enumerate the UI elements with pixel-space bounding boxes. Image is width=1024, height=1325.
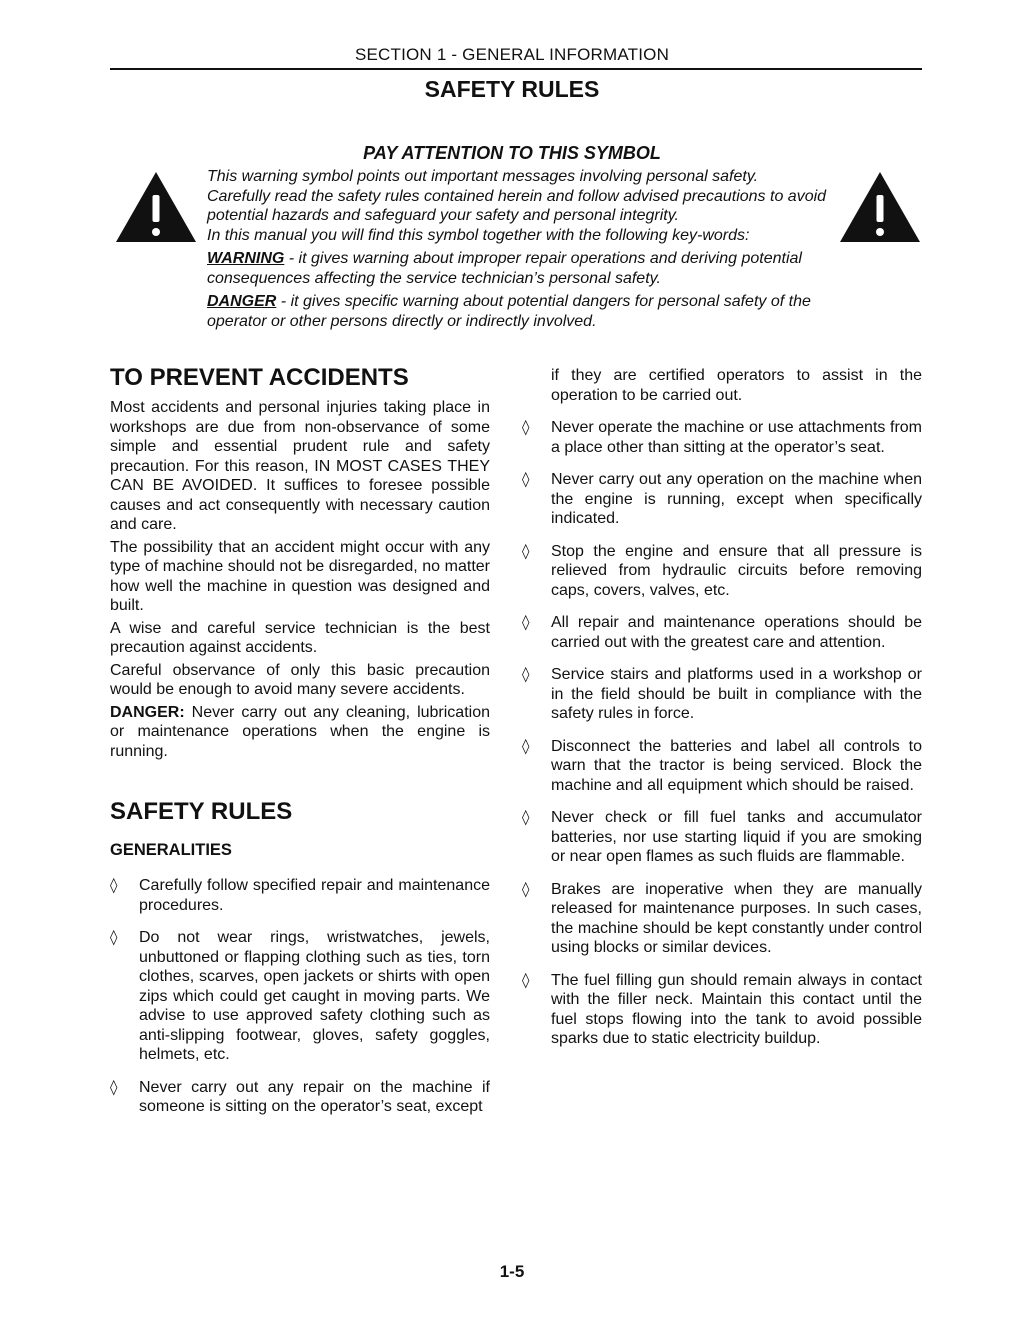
page-title: SAFETY RULES [424, 76, 600, 102]
diamond-bullet-icon: ◊ [522, 970, 530, 989]
diamond-bullet-icon: ◊ [110, 928, 118, 946]
symbol-notice-line: Carefully read the safety rules contained herein and follow advised precautions to avoid potential hazards and safeguard your safety and personal integrity. [207, 187, 827, 224]
bullet-list [522, 366, 922, 1049]
list-item: ◊ Stop the engine and ensure that all pressure is relieved from hydraulic circuits before removing caps, covers, valves, etc. [522, 541, 922, 599]
warning-triangle-icon [838, 170, 922, 244]
right-column [522, 366, 922, 1062]
list-item: ◊ Never carry out any operation on the machine when the engine is running, except when specifically indicated. [522, 470, 922, 527]
list-item: ◊ Carefully follow specified repair and maintenance procedures. [110, 876, 490, 914]
diamond-bullet-icon: ◊ [110, 876, 118, 894]
page-number: 1-5 [499, 1262, 525, 1281]
list-item [522, 366, 922, 405]
warning-triangle-icon [114, 170, 198, 244]
list-item: ◊ Never carry out any repair on the machine if someone is sitting on the operator’s seat, except [110, 1077, 490, 1115]
list-item: ◊ The fuel filling gun should remain always in contact with the filler neck. Maintain this contact until the fuel stops flowing into the tank to avoid possible sparks due to static electricity buildup. [522, 970, 922, 1047]
list-item: ◊ Disconnect the batteries and label all controls to warn that the tractor is being serviced. Block the machine and all equipment which should be raised. [522, 736, 922, 794]
warning-keyword: WARNING [207, 250, 285, 267]
safety-rules-section [110, 798, 490, 1130]
list-item: ◊ Service stairs and platforms used in a workshop or in the field should be built in compliance with the safety rules in force. [522, 665, 922, 722]
continued-text: if they are certified operators to assist in the operation to be carried out. [551, 367, 922, 404]
diamond-bullet-icon: ◊ [522, 470, 530, 488]
bullet-list [110, 876, 490, 1117]
danger-text: - it gives specific warning about potential dangers for personal safety of the operator or other persons directly or indirectly involved. [207, 293, 811, 330]
diamond-bullet-icon: ◊ [522, 613, 530, 631]
paragraph: A wise and careful service technician is the best precaution against accidents. [110, 619, 490, 656]
prevent-accidents-heading: TO PREVENT ACCIDENTS [110, 364, 409, 391]
section-header: SECTION 1 - GENERAL INFORMATION [354, 45, 670, 64]
symbol-notice-line: This warning symbol points out important messages involving personal safety. [207, 168, 759, 185]
list-item: ◊ Never check or fill fuel tanks and accumulator batteries, nor use starting liquid if you are smoking or near open flames as such fluids are flammable. [522, 808, 922, 865]
generalities-heading: GENERALITIES [110, 841, 232, 859]
symbol-notice-line: In this manual you will find this symbol together with the following key-words: [207, 226, 750, 244]
danger-keyword: DANGER [207, 293, 277, 310]
list-item: ◊ Brakes are inoperative when they are manually released for maintenance purposes. In such cases, the machine should be kept constantly under control using blocks or similar devices. [522, 879, 922, 956]
danger-text: Never carry out any cleaning, lubrication or maintenance operations when the engine is running. [110, 703, 490, 760]
safety-rules-heading: SAFETY RULES [110, 798, 293, 825]
danger-paragraph [110, 703, 490, 762]
list-item: ◊ Do not wear rings, wristwatches, jewels, unbuttoned or flapping clothing such as ties, torn clothes, scarves, open jackets or shirts with open zips which could get caught in moving parts. We advise to use approved safety clothing such as anti-slipping footwear, gloves, safety goggles, helmets, etc. [110, 928, 490, 1063]
warning-definition [207, 249, 827, 288]
left-column [110, 364, 490, 761]
symbol-notice-title: PAY ATTENTION TO THIS SYMBOL [363, 143, 661, 163]
diamond-bullet-icon: ◊ [522, 808, 530, 826]
header-rule [110, 68, 922, 70]
paragraph: Careful observance of only this basic precaution would be enough to avoid many severe accidents. [110, 661, 490, 698]
paragraph: The possibility that an accident might occur with any type of machine should not be disregarded, no matter how well the machine in question was designed and built. [110, 538, 490, 614]
symbol-notice-body [207, 167, 827, 331]
diamond-bullet-icon: ◊ [522, 736, 530, 755]
diamond-bullet-icon: ◊ [522, 665, 530, 683]
danger-definition [207, 292, 827, 331]
diamond-bullet-icon: ◊ [522, 418, 530, 436]
warning-text: - it gives warning about improper repair operations and deriving potential consequences affecting the service technician’s personal safety. [207, 250, 802, 287]
list-item: ◊ Never operate the machine or use attachments from a place other than sitting at the operator’s seat. [522, 418, 922, 456]
danger-label: DANGER: [110, 703, 185, 721]
list-item: ◊ All repair and maintenance operations should be carried out with the greatest care and attention. [522, 613, 922, 651]
diamond-bullet-icon: ◊ [522, 879, 530, 898]
diamond-bullet-icon: ◊ [522, 541, 530, 560]
diamond-bullet-icon: ◊ [110, 1077, 118, 1096]
paragraph: Most accidents and personal injuries taking place in workshops are due from non-observance of some simple and essential prudent rule and safety precaution. For this reason, IN MOST CASES THEY CAN BE AVOIDED. It suffices to foresee possible causes and act consequently with necessary caution and care. [110, 399, 490, 533]
